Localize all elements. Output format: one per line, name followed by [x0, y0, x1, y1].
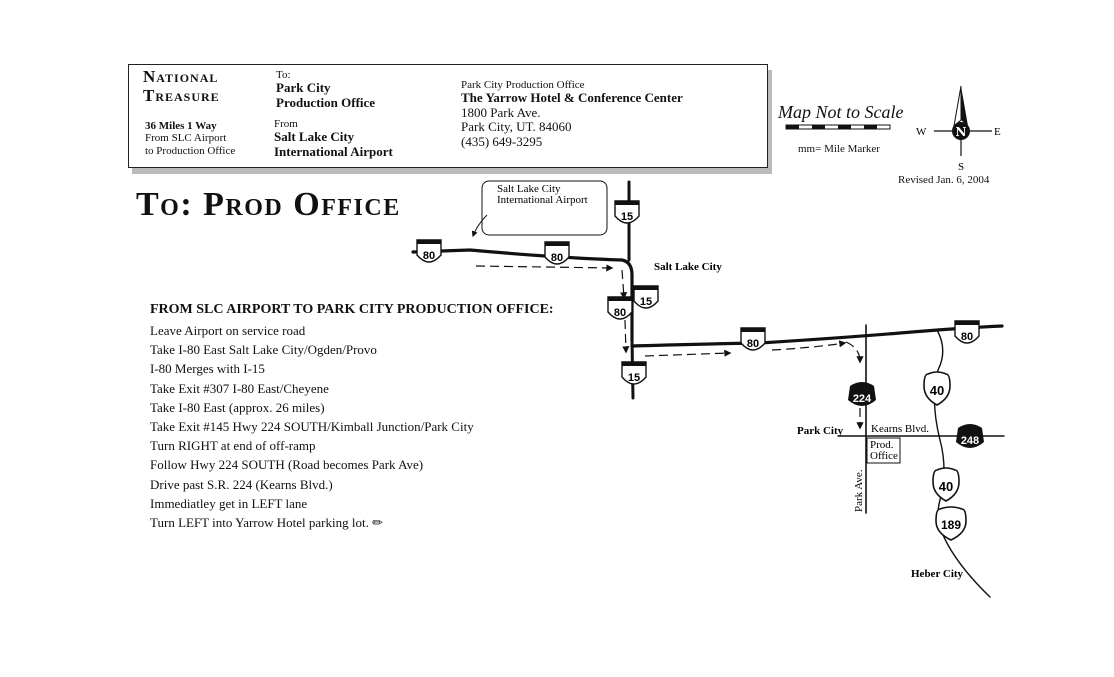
directions-heading: FROM SLC AIRPORT TO PARK CITY PRODUCTION OFFICE:: [150, 302, 554, 317]
us189-shield: [936, 507, 966, 540]
shield-label: 15: [620, 211, 634, 223]
i15-shield-junction: [634, 286, 658, 308]
office-name: The Yarrow Hotel & Conference Center: [461, 90, 683, 106]
compass-south: S: [957, 161, 965, 173]
direction-step: Turn LEFT into Yarrow Hotel parking lot. ✏: [150, 515, 383, 531]
i80-shield-west: [417, 240, 441, 262]
direction-step: Immediatley get in LEFT lane: [150, 495, 308, 511]
shield-label: 15: [627, 372, 641, 384]
address-line-1: 1800 Park Ave.: [461, 104, 541, 120]
scale-bar: [786, 125, 890, 129]
i80-shield-mid: [545, 242, 569, 264]
direction-step: Drive past S.R. 224 (Kearns Blvd.): [150, 476, 333, 492]
shield-label: 40: [929, 383, 945, 398]
us-route-shields: [924, 372, 966, 540]
us40-shield-north: [924, 372, 950, 405]
i80-east-segment: [632, 326, 1002, 346]
phone-number: (435) 649-3295: [461, 133, 543, 149]
airport-label-2: International Airport: [497, 194, 588, 206]
street-label-kearns: Kearns Blvd.: [871, 423, 930, 435]
sr224-shield: [848, 382, 876, 406]
direction-step: Take Exit #307 I-80 East/Cheyene: [150, 380, 329, 396]
to-name-2: Production Office: [276, 94, 376, 110]
shield-label: 189: [940, 518, 962, 532]
compass-west: W: [916, 126, 927, 138]
to-office-text: to Production Office: [145, 144, 236, 157]
to-label: To:: [276, 69, 291, 81]
mile-marker-note: mm= Mile Marker: [798, 143, 880, 155]
to-name-1: Park City: [276, 80, 331, 96]
shield-label: 224: [852, 393, 872, 405]
direction-step: Follow Hwy 224 SOUTH (Road becomes Park Ave): [150, 457, 424, 473]
shield-label: 80: [613, 307, 627, 319]
us40-shield-south: [933, 468, 959, 501]
from-name-1: Salt Lake City: [274, 129, 355, 145]
us40-us189-route: [934, 330, 990, 597]
office-label-1: Prod.: [870, 439, 894, 451]
highway-network: [413, 182, 1004, 597]
direction-step: Take Exit #145 Hwy 224 SOUTH/Kimball Junction/Park City: [150, 419, 474, 435]
shield-label: 80: [550, 252, 564, 264]
title-line-2: Treasure: [143, 86, 220, 106]
scale-note: Map Not to Scale: [778, 102, 904, 122]
from-airport-text: From SLC Airport: [145, 132, 227, 145]
distance-text: 36 Miles 1 Way: [145, 120, 217, 132]
airport-label-1: Salt Lake City: [497, 183, 561, 195]
city-label-slc: Salt Lake City: [654, 261, 722, 273]
revised-date: Revised Jan. 6, 2004: [898, 174, 990, 186]
direction-step: Take I-80 East Salt Lake City/Ogden/Provo: [150, 342, 377, 358]
sr248-shield: [956, 424, 984, 448]
shield-label: 15: [639, 296, 653, 308]
office-label: Park City Production Office: [461, 79, 585, 91]
direction-step: I-80 Merges with I-15: [150, 361, 265, 377]
shield-label: 80: [422, 250, 436, 262]
address-line-2: Park City, UT. 84060: [461, 119, 572, 135]
from-name-2: International Airport: [274, 143, 393, 159]
direction-step: Turn RIGHT at end of off-ramp: [150, 438, 316, 454]
i80-shield-far-east: [955, 321, 979, 343]
i80-shield-east: [741, 328, 765, 350]
shield-label: 248: [960, 435, 980, 447]
i80-west-segment: [413, 250, 632, 340]
title-line-1: National: [143, 67, 219, 86]
shield-label: 80: [960, 331, 974, 343]
i15-shield-south: [622, 362, 646, 384]
compass-north: N: [955, 125, 967, 139]
i15-shield-north: [615, 201, 639, 223]
shield-label: 40: [938, 479, 954, 494]
page-title: To: Prod Office: [136, 186, 401, 223]
route-arrows: [476, 266, 860, 428]
office-label-2: Office: [870, 450, 898, 462]
shield-label: 80: [746, 338, 760, 350]
direction-step: Take I-80 East (approx. 26 miles): [150, 399, 325, 415]
city-label-park-city: Park City: [797, 425, 844, 437]
compass-icon: [916, 86, 1001, 173]
from-label: From: [274, 118, 298, 130]
street-label-park-ave: Park Ave.: [853, 469, 865, 512]
direction-step: Leave Airport on service road: [150, 323, 306, 338]
compass-east: E: [994, 126, 1001, 138]
city-label-heber: Heber City: [911, 568, 964, 580]
i80-shield-junction: [608, 297, 632, 319]
